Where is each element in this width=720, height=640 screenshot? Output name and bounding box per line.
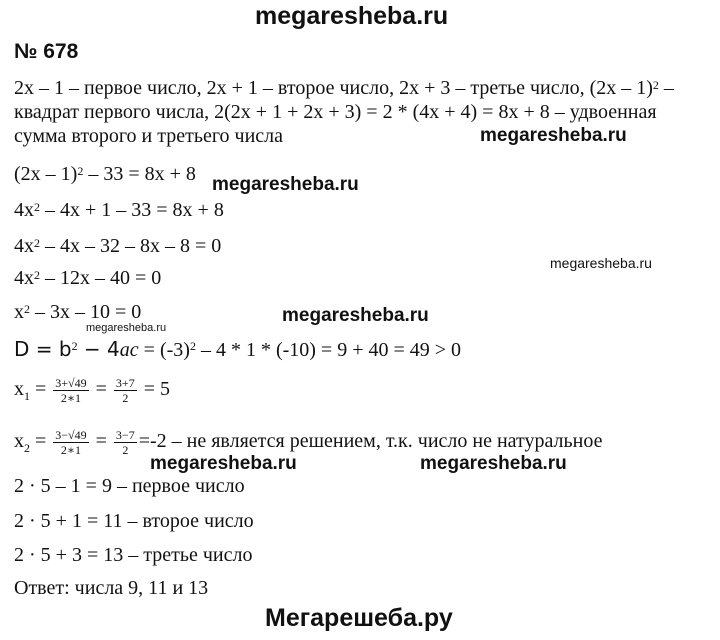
equation-1: (2x – 1)$^2$ – 33 = 8x + 8 bbox=[14, 163, 196, 185]
equation-3: $4x^2 - 4x - 32 - 8x - 8 = 0$ bbox=[14, 235, 222, 257]
root-x2: $x_2$ = $\frac{3-√49}{2∗1}$ = $\frac{3-7}{2}$ =-2 – не является решением, т.к. число не натуральное bbox=[14, 428, 603, 457]
discriminant-line: $D = b^2 - 4ac = (-3)^2 - 4 * 1 * (-10) = 9 + 40 = 49 > 0$ bbox=[14, 337, 462, 361]
watermark: megaresheba.ru bbox=[550, 255, 652, 271]
intro-line-3: сумма второго и третьего числа bbox=[14, 125, 284, 147]
fraction: $\frac{3+7}{2}$ bbox=[115, 376, 135, 405]
equation-4: $4x^2 - 12x - 40 = 0$ bbox=[14, 267, 162, 289]
intro-line-1: 2x – 1 – первое число, 2x + 1 – второе число, 2x + 3 – третье число, (2x – 1)$^2$ – bbox=[14, 77, 674, 99]
equation-5: $x^2 - 3x - 10 = 0$ bbox=[14, 301, 142, 323]
fraction: $\frac{3-√49}{2∗1}$ bbox=[55, 428, 87, 457]
second-number-line: 2 · 5 + 1 = 11 – второе число bbox=[14, 510, 254, 532]
watermark: megaresheba.ru bbox=[420, 453, 567, 474]
equation-2: $4x^2 - 4x + 1 - 33 = 8x + 8$ bbox=[14, 199, 224, 221]
fraction: $\frac{3-7}{2}$ bbox=[115, 428, 135, 457]
root-x1: $x_1$ = $\frac{3+√49}{2∗1}$ = $\frac{3+7}{2}$ = 5 bbox=[14, 376, 170, 405]
watermark-bottom: Мегарешеба.ру bbox=[265, 604, 453, 632]
watermark: megaresheba.ru bbox=[480, 125, 627, 146]
watermark: megaresheba.ru bbox=[212, 174, 359, 195]
third-number-line: 2 · 5 + 3 = 13 – третье число bbox=[14, 544, 253, 566]
watermark-top: megaresheba.ru bbox=[255, 2, 449, 30]
watermark: megaresheba.ru bbox=[86, 322, 167, 334]
answer-line: Ответ: числа 9, 11 и 13 bbox=[14, 577, 209, 599]
intro-line-2: квадрат первого числа, 2(2x + 1 + 2x + 3) = 2 * (4x + 4) = 8x + 8 – удвоенная bbox=[14, 101, 657, 123]
first-number-line: 2 · 5 – 1 = 9 – первое число bbox=[14, 475, 245, 497]
watermark: megaresheba.ru bbox=[150, 453, 297, 474]
fraction: $\frac{3+√49}{2∗1}$ bbox=[55, 376, 87, 405]
problem-number: № 678 bbox=[14, 40, 79, 63]
watermark: megaresheba.ru bbox=[282, 305, 429, 326]
